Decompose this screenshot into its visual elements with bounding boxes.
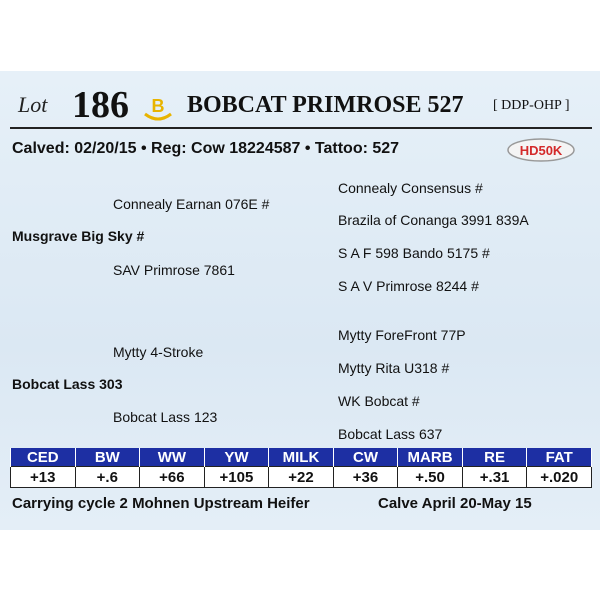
dam-sire-dam: Mytty Rita U318 #	[338, 360, 450, 376]
epd-value: +66	[140, 467, 205, 488]
sire-sire-sire: Connealy Consensus #	[338, 180, 483, 196]
epd-header: BW	[75, 448, 140, 467]
calving-window: Calve April 20-May 15	[378, 495, 532, 512]
brand-b-icon	[142, 94, 174, 124]
epd-value: +13	[11, 467, 76, 488]
animal-name: BOBCAT PRIMROSE 527	[187, 92, 464, 118]
epd-value: +22	[269, 467, 334, 488]
dam-dam-sire: WK Bobcat #	[338, 393, 420, 409]
epd-value: +36	[333, 467, 398, 488]
epd-value: +.31	[462, 467, 527, 488]
sire-dam: SAV Primrose 7861	[113, 262, 235, 278]
epd-value: +.020	[527, 467, 592, 488]
hd50k-badge-text: HD50K	[519, 143, 563, 158]
sire-sire: Connealy Earnan 076E #	[113, 196, 270, 212]
epd-header: YW	[204, 448, 269, 467]
dam: Bobcat Lass 303	[12, 376, 123, 392]
sire: Musgrave Big Sky #	[12, 228, 145, 244]
epd-header: RE	[462, 448, 527, 467]
epd-header: CW	[333, 448, 398, 467]
sire-sire-dam: Brazila of Conanga 3991 839A	[338, 212, 529, 228]
epd-header: CED	[11, 448, 76, 467]
brand-b-icon-letter: B	[151, 96, 165, 116]
epd-header-row	[11, 448, 592, 467]
dam-sire: Mytty 4-Stroke	[113, 344, 204, 360]
hd50k-badge	[506, 137, 576, 163]
epd-value: +.6	[75, 467, 140, 488]
epd-value: +105	[204, 467, 269, 488]
epd-header: WW	[140, 448, 205, 467]
header-divider	[10, 127, 592, 129]
epd-table	[10, 448, 592, 488]
lot-label: Lot	[18, 92, 48, 117]
lot-number: 186	[72, 84, 129, 126]
sire-dam-dam: S A V Primrose 8244 #	[338, 278, 479, 294]
sire-dam-sire: S A F 598 Bando 5175 #	[338, 245, 490, 261]
registration-info: Calved: 02/20/15 • Reg: Cow 18224587 • Tattoo: 527	[12, 140, 400, 157]
epd-header: MILK	[269, 448, 334, 467]
epd-header: FAT	[527, 448, 592, 467]
dam-dam: Bobcat Lass 123	[113, 409, 218, 425]
epd-header: MARB	[398, 448, 463, 467]
genetic-tag: [ DDP-OHP ]	[493, 98, 570, 113]
dam-dam-dam: Bobcat Lass 637	[338, 426, 443, 442]
epd-value: +.50	[398, 467, 463, 488]
epd-value-row	[11, 467, 592, 488]
breeding-note: Carrying cycle 2 Mohnen Upstream Heifer	[12, 495, 310, 512]
dam-sire-sire: Mytty ForeFront 77P	[338, 327, 466, 343]
